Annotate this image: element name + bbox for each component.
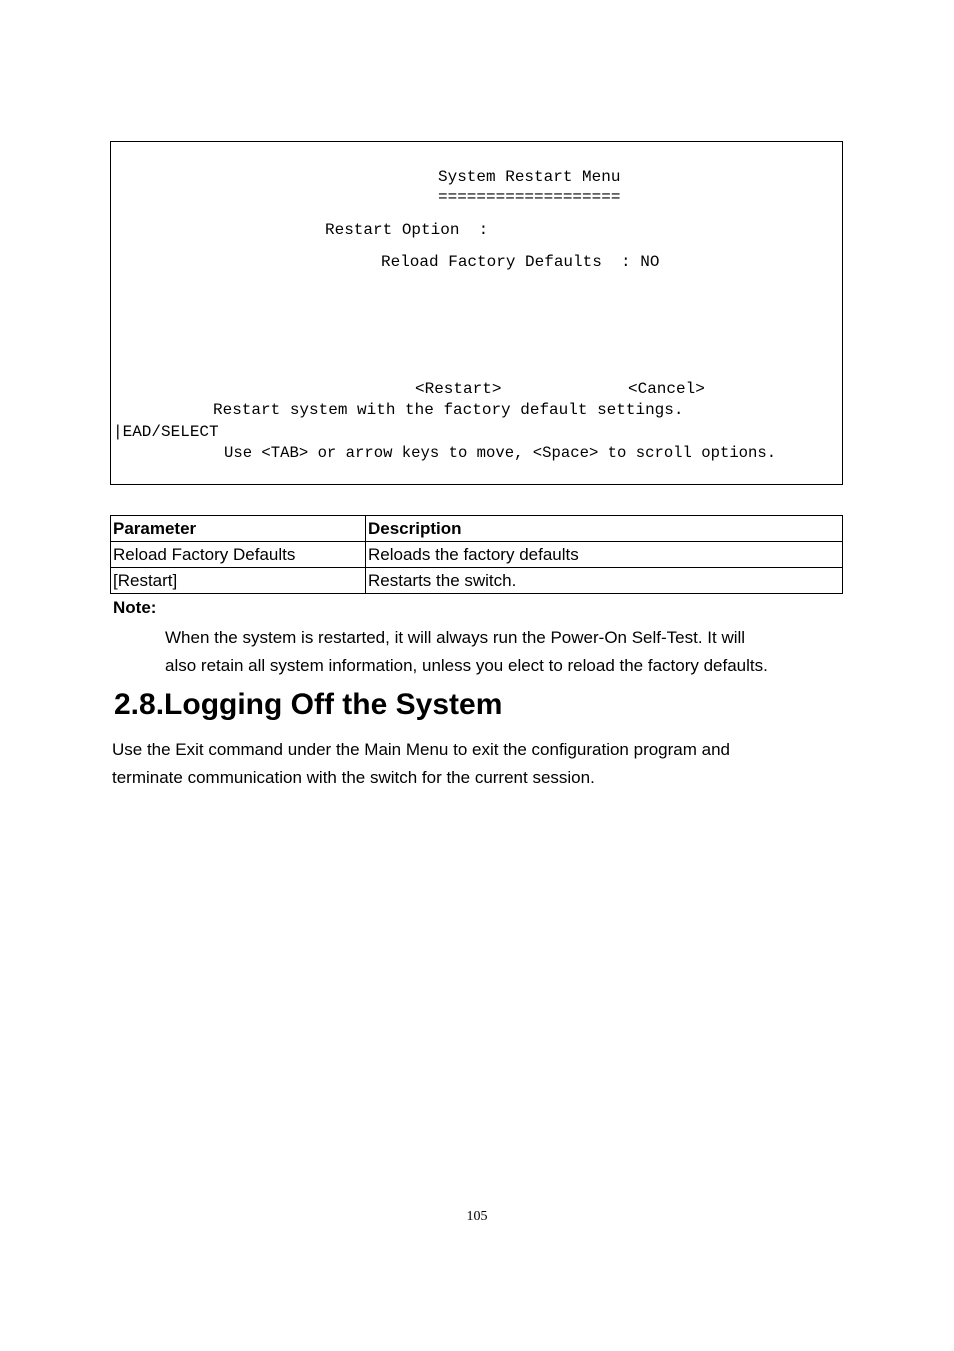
table-header-row xyxy=(111,516,843,542)
paragraph-line: Use the Exit command under the Main Menu to exit the configuration program and xyxy=(112,740,731,759)
paragraph-line: terminate communication with the switch for the current session. xyxy=(112,768,595,787)
column-header: Description xyxy=(366,516,843,542)
mode-indicator: |EAD/SELECT xyxy=(113,423,219,441)
menu-title-underline: =================== xyxy=(438,188,621,206)
restart-button[interactable]: <Restart> xyxy=(415,380,502,398)
navigation-hint: Use <TAB> or arrow keys to move, <Space> to scroll options. xyxy=(224,444,777,462)
note-line: also retain all system information, unless you elect to reload the factory defaults. xyxy=(165,656,768,675)
note-body xyxy=(165,624,768,680)
parameter-table xyxy=(110,515,843,594)
column-header: Parameter xyxy=(111,516,366,542)
table-cell: [Restart] xyxy=(111,568,366,594)
table-row xyxy=(111,542,843,568)
section-heading: 2.8.Logging Off the System xyxy=(114,688,503,721)
terminal-screen xyxy=(110,141,843,485)
note-label: Note: xyxy=(113,598,157,617)
table-row xyxy=(111,568,843,594)
section-paragraph xyxy=(112,736,730,792)
cancel-button[interactable]: <Cancel> xyxy=(628,380,705,398)
table-cell: Reloads the factory defaults xyxy=(366,542,843,568)
table-cell: Reload Factory Defaults xyxy=(111,542,366,568)
help-text: Restart system with the factory default settings. xyxy=(213,401,684,419)
table-cell: Restarts the switch. xyxy=(366,568,843,594)
page-number: 105 xyxy=(466,1209,488,1224)
restart-option-label: Restart Option : xyxy=(325,221,489,239)
note-line: When the system is restarted, it will always run the Power-On Self-Test. It will xyxy=(165,628,746,647)
reload-factory-defaults-field[interactable]: Reload Factory Defaults : NO xyxy=(381,253,660,271)
menu-title: System Restart Menu xyxy=(438,168,621,186)
